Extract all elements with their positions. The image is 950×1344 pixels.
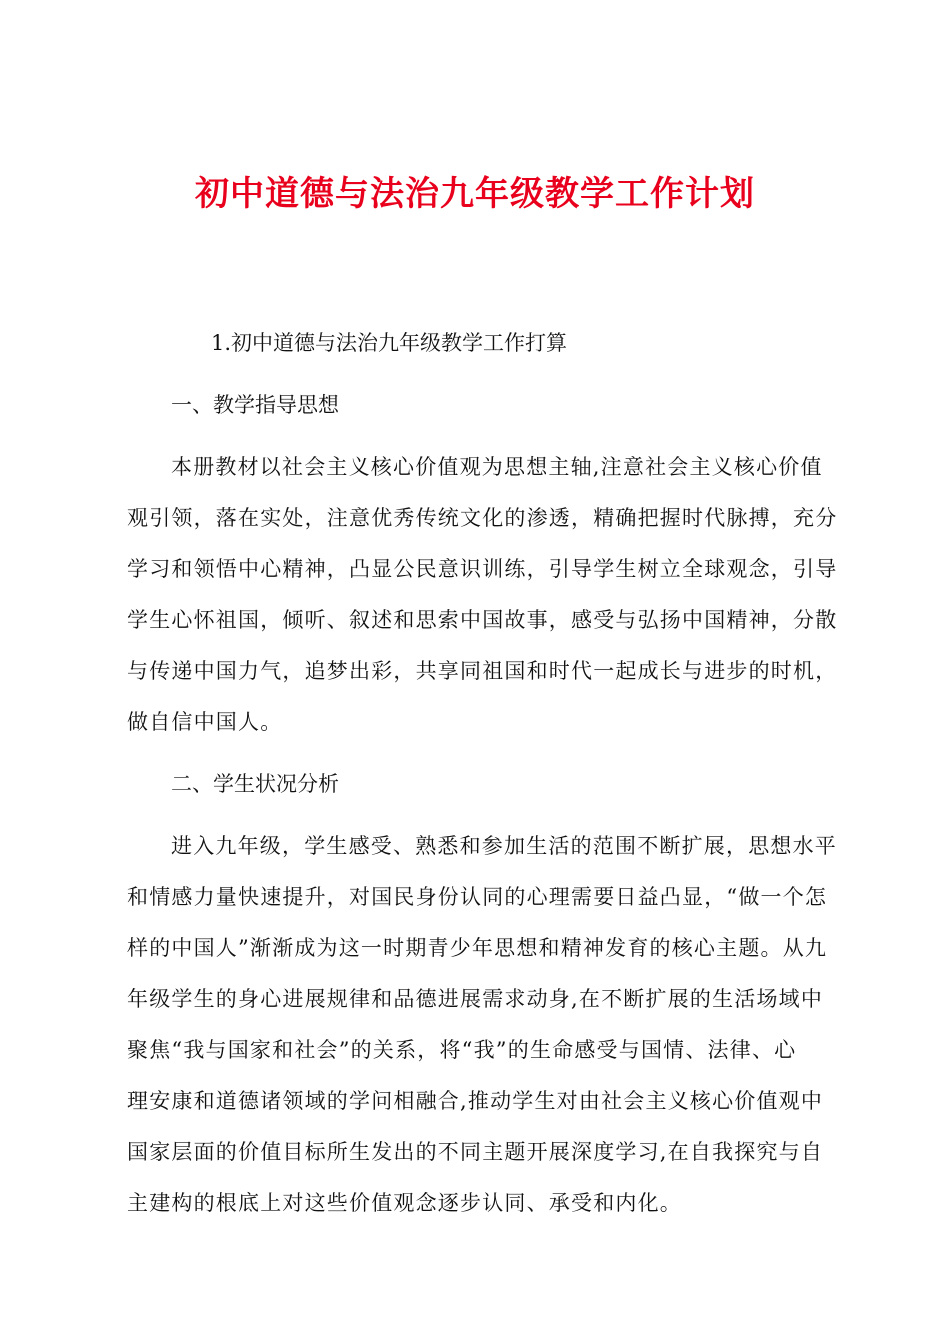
section-heading-student-analysis: 二、学生状况分析 bbox=[171, 772, 339, 796]
paragraph-line: 学习和领悟中心精神，凸显公民意识训练，引导学生树立全球观念，引导 bbox=[127, 557, 838, 581]
paragraph-line: 主建构的根底上对这些价值观念逐步认同、承受和内化。 bbox=[127, 1191, 682, 1215]
document-body bbox=[127, 318, 847, 1229]
paragraph-line: 和情感力量快速提升，对国民身份认同的心理需要日益凸显，“做一个怎 bbox=[127, 885, 828, 909]
paragraph-line: 本册教材以社会主义核心价值观为思想主轴,注意社会主义核心价值 bbox=[171, 455, 823, 479]
paragraph-line: 与传递中国力气，追梦出彩，共享同祖国和时代一起成长与进步的时机， bbox=[127, 659, 838, 683]
paragraph-line: 国家层面的价值目标所生发出的不同主题开展深度学习,在自我探究与自 bbox=[127, 1140, 824, 1164]
paragraph-line: 进入九年级，学生感受、熟悉和参加生活的范围不断扩展，思想水平 bbox=[171, 834, 837, 858]
paragraph-line: 聚焦“我与国家和社会”的关系，将“我”的生命感受与国情、法律、心 bbox=[127, 1038, 797, 1062]
paragraph-line: 学生心怀祖国，倾听、叙述和思索中国故事，感受与弘扬中国精神，分散 bbox=[127, 608, 838, 632]
paragraph-line: 观引领，落在实处，注意优秀传统文化的渗透，精确把握时代脉搏，充分 bbox=[127, 506, 838, 530]
section-heading-guiding-ideology: 一、教学指导思想 bbox=[171, 393, 339, 417]
paragraph-line: 年级学生的身心进展规律和品德进展需求动身,在不断扩展的生活场域中 bbox=[127, 987, 824, 1011]
paragraph-line: 理安康和道德诸领域的学问相融合,推动学生对由社会主义核心价值观中 bbox=[127, 1089, 824, 1113]
paragraph-line: 做自信中国人。 bbox=[127, 710, 283, 734]
paragraph-line: 样的中国人”渐渐成为这一时期青少年思想和精神发育的核心主题。从九 bbox=[127, 936, 828, 960]
document-title: 初中道德与法治九年级教学工作计划 bbox=[195, 174, 755, 214]
paragraph-guiding-ideology bbox=[127, 442, 847, 748]
document-subtitle: 1.初中道德与法治九年级教学工作打算 bbox=[211, 331, 568, 355]
paragraph-student-analysis bbox=[127, 821, 847, 1229]
